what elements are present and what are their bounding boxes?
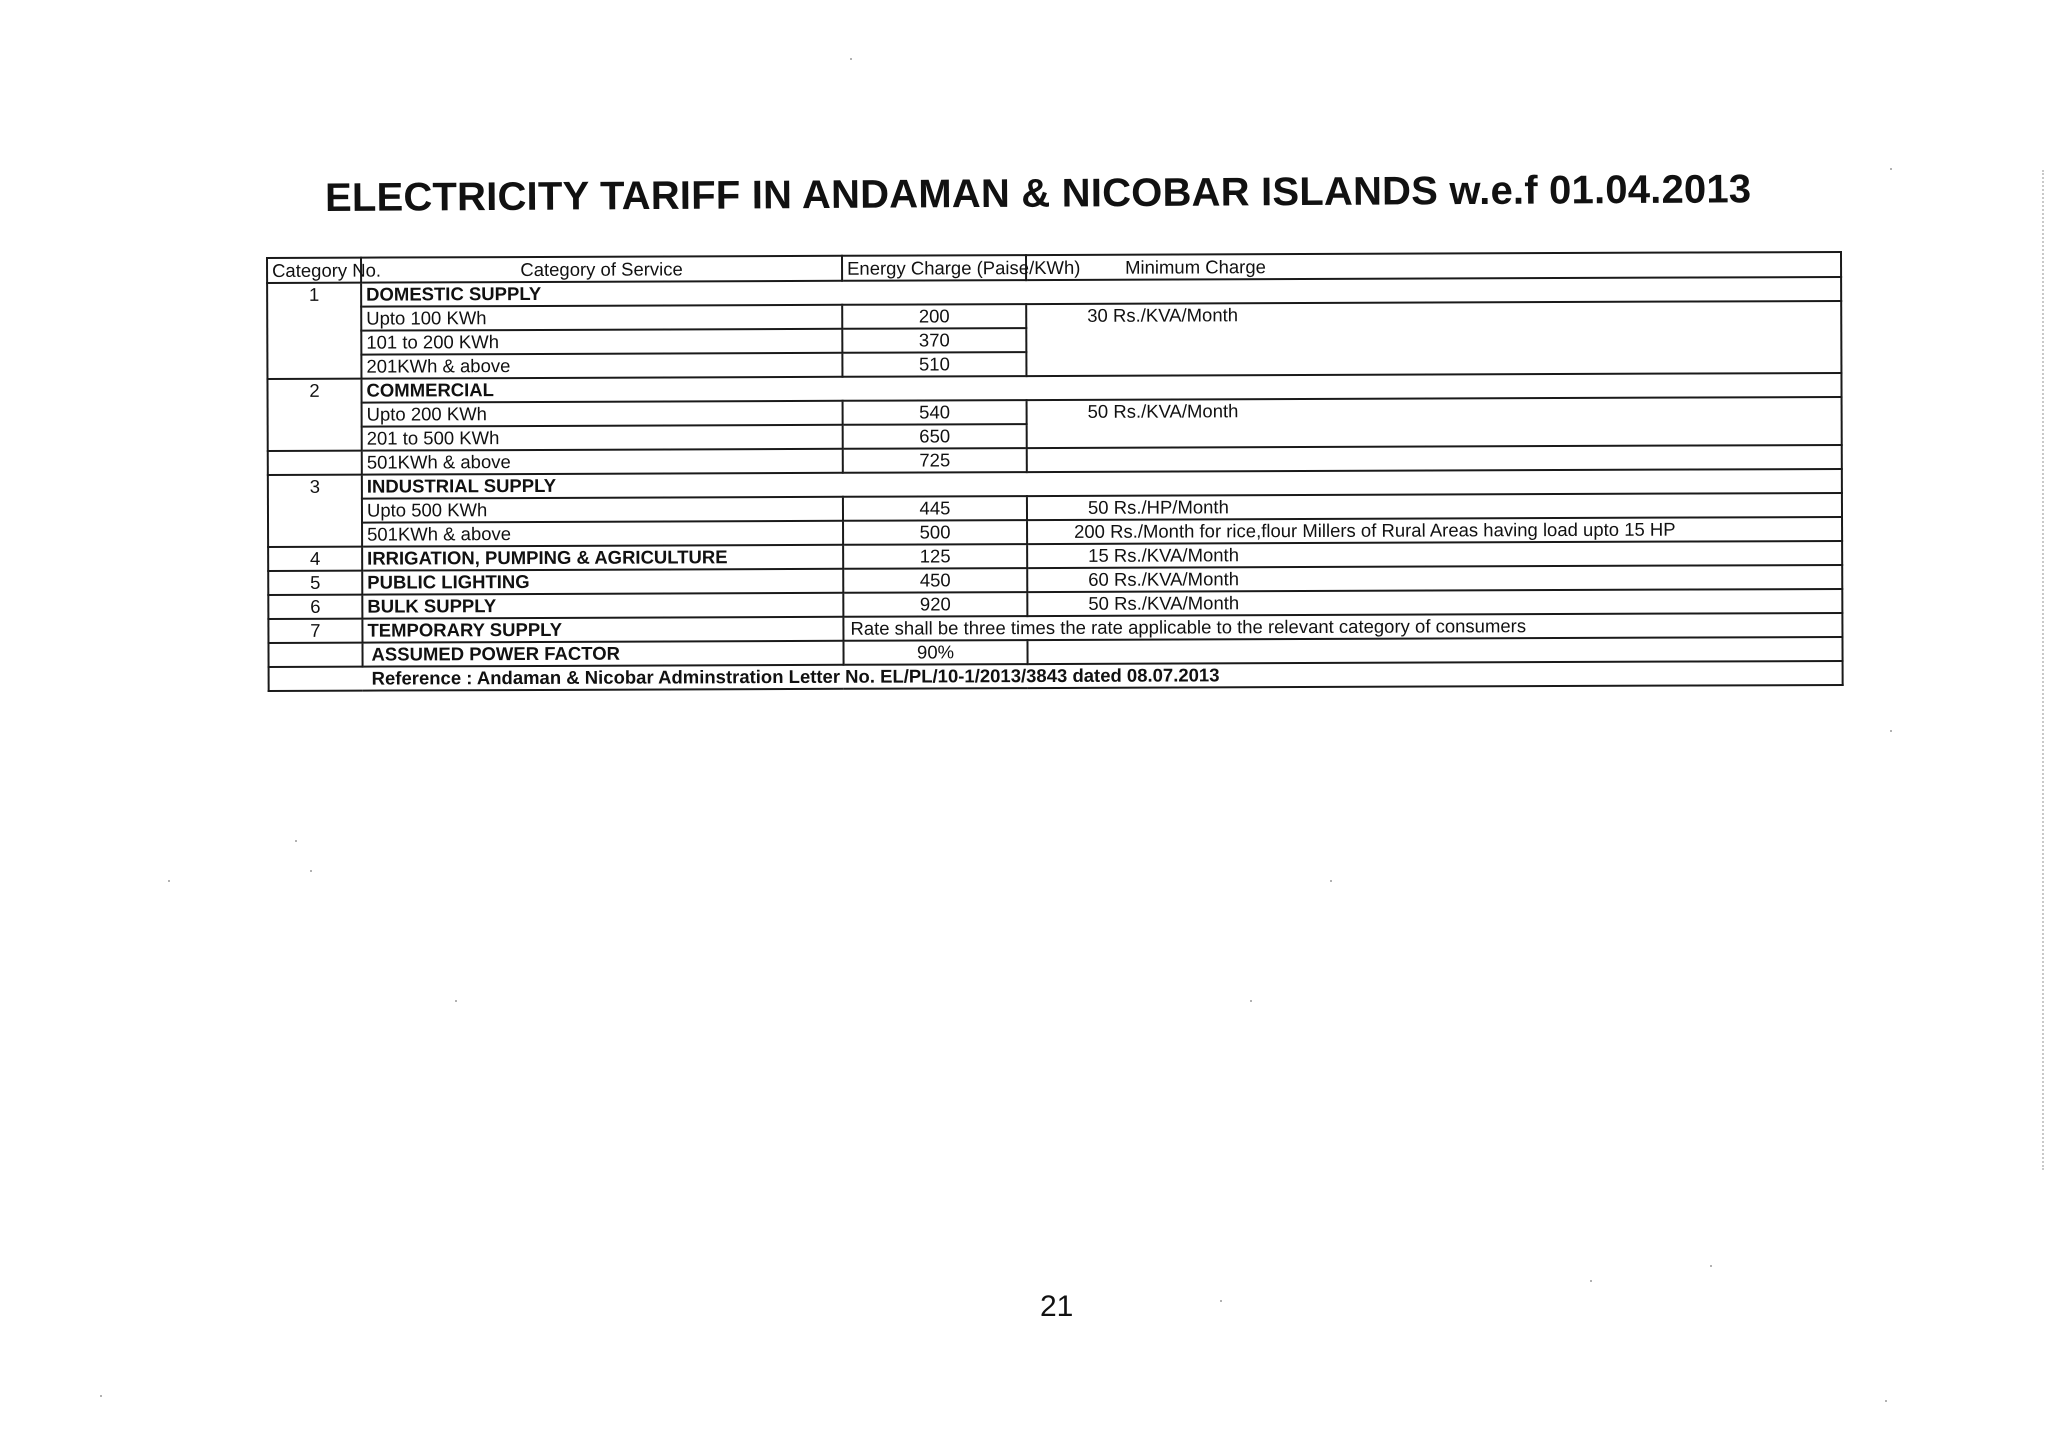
energy-charge-cell: 540 (843, 400, 1027, 425)
category-name-cell: INDUSTRIAL SUPPLY (362, 469, 1842, 499)
category-no-cell (268, 451, 362, 475)
energy-charge-cell: 370 (842, 328, 1026, 353)
category-no-cell (268, 643, 362, 667)
energy-charge-cell: 445 (843, 496, 1027, 521)
category-name-cell: PUBLIC LIGHTING (362, 569, 843, 595)
header-minimum-charge: Minimum Charge (1026, 252, 1841, 280)
category-name-cell: TEMPORARY SUPPLY (362, 617, 843, 643)
header-category-no: Category No. (267, 258, 361, 284)
minimum-charge-cell: 60 Rs./KVA/Month (1027, 565, 1842, 592)
energy-charge-cell: 500 (843, 520, 1027, 545)
category-name-cell: COMMERCIAL (361, 373, 1841, 403)
category-no-cell: 5 (268, 571, 362, 595)
header-category-of-service: Category of Service (361, 256, 842, 283)
minimum-charge-cell: 15 Rs./KVA/Month (1027, 541, 1842, 568)
temporary-supply-note: Rate shall be three times the rate applicable to the relevant category of consumers (843, 613, 1842, 641)
category-no-cell: 6 (268, 595, 362, 619)
page-title: ELECTRICITY TARIFF IN ANDAMAN & NICOBAR ISLANDS w.e.f 01.04.2013 (324, 167, 1752, 220)
category-name-cell: BULK SUPPLY (362, 593, 843, 619)
slab-cell: 501KWh & above (362, 449, 843, 475)
slab-cell: Upto 500 KWh (362, 497, 843, 523)
reference-note: Reference : Andaman & Nicobar Adminstration Letter No. EL/PL/10-1/2013/3843 dated 08.07.2013 (269, 661, 1843, 691)
slab-cell: Upto 200 KWh (362, 401, 843, 427)
minimum-charge-cell (1027, 637, 1842, 664)
minimum-charge-cell: 50 Rs./KVA/Month (1027, 397, 1842, 448)
category-name-cell: IRRIGATION, PUMPING & AGRICULTURE (362, 545, 843, 571)
energy-charge-cell: 125 (843, 544, 1027, 569)
minimum-charge-cell: 50 Rs./HP/Month (1027, 493, 1842, 520)
slab-cell: 201 to 500 KWh (362, 425, 843, 451)
energy-charge-cell: 920 (843, 592, 1027, 617)
power-factor-value: 90% (843, 640, 1027, 665)
page-number: 21 (1040, 1290, 1074, 1323)
energy-charge-cell: 450 (843, 568, 1027, 593)
table-row (268, 397, 1842, 427)
minimum-charge-cell: 200 Rs./Month for rice,flour Millers of Rural Areas having load upto 15 HP (1027, 517, 1842, 544)
energy-charge-cell: 200 (842, 304, 1026, 329)
category-no-cell: 1 (267, 283, 361, 379)
minimum-charge-cell (1027, 445, 1842, 472)
energy-charge-cell: 510 (842, 352, 1026, 377)
slab-cell: Upto 100 KWh (361, 305, 842, 331)
category-name-cell: DOMESTIC SUPPLY (361, 277, 1841, 307)
energy-charge-cell: 650 (843, 424, 1027, 449)
slab-cell: 201KWh & above (361, 353, 842, 379)
scan-edge-marks (2038, 170, 2044, 1170)
category-no-cell: 3 (268, 475, 362, 547)
slab-cell: 101 to 200 KWh (361, 329, 842, 355)
energy-charge-cell: 725 (843, 448, 1027, 473)
slab-cell: 501KWh & above (362, 521, 843, 547)
table-row (267, 301, 1841, 331)
tariff-table (266, 251, 1844, 692)
reference-row (269, 661, 1843, 691)
power-factor-label: ASSUMED POWER FACTOR (362, 641, 843, 667)
minimum-charge-cell: 30 Rs./KVA/Month (1026, 301, 1841, 376)
minimum-charge-cell: 50 Rs./KVA/Month (1027, 589, 1842, 616)
category-no-cell: 4 (268, 547, 362, 571)
category-no-cell: 7 (268, 619, 362, 643)
tariff-table-container (266, 251, 1842, 692)
category-no-cell: 2 (267, 379, 361, 451)
header-energy-charge: Energy Charge (Paise/KWh) (842, 255, 1026, 281)
